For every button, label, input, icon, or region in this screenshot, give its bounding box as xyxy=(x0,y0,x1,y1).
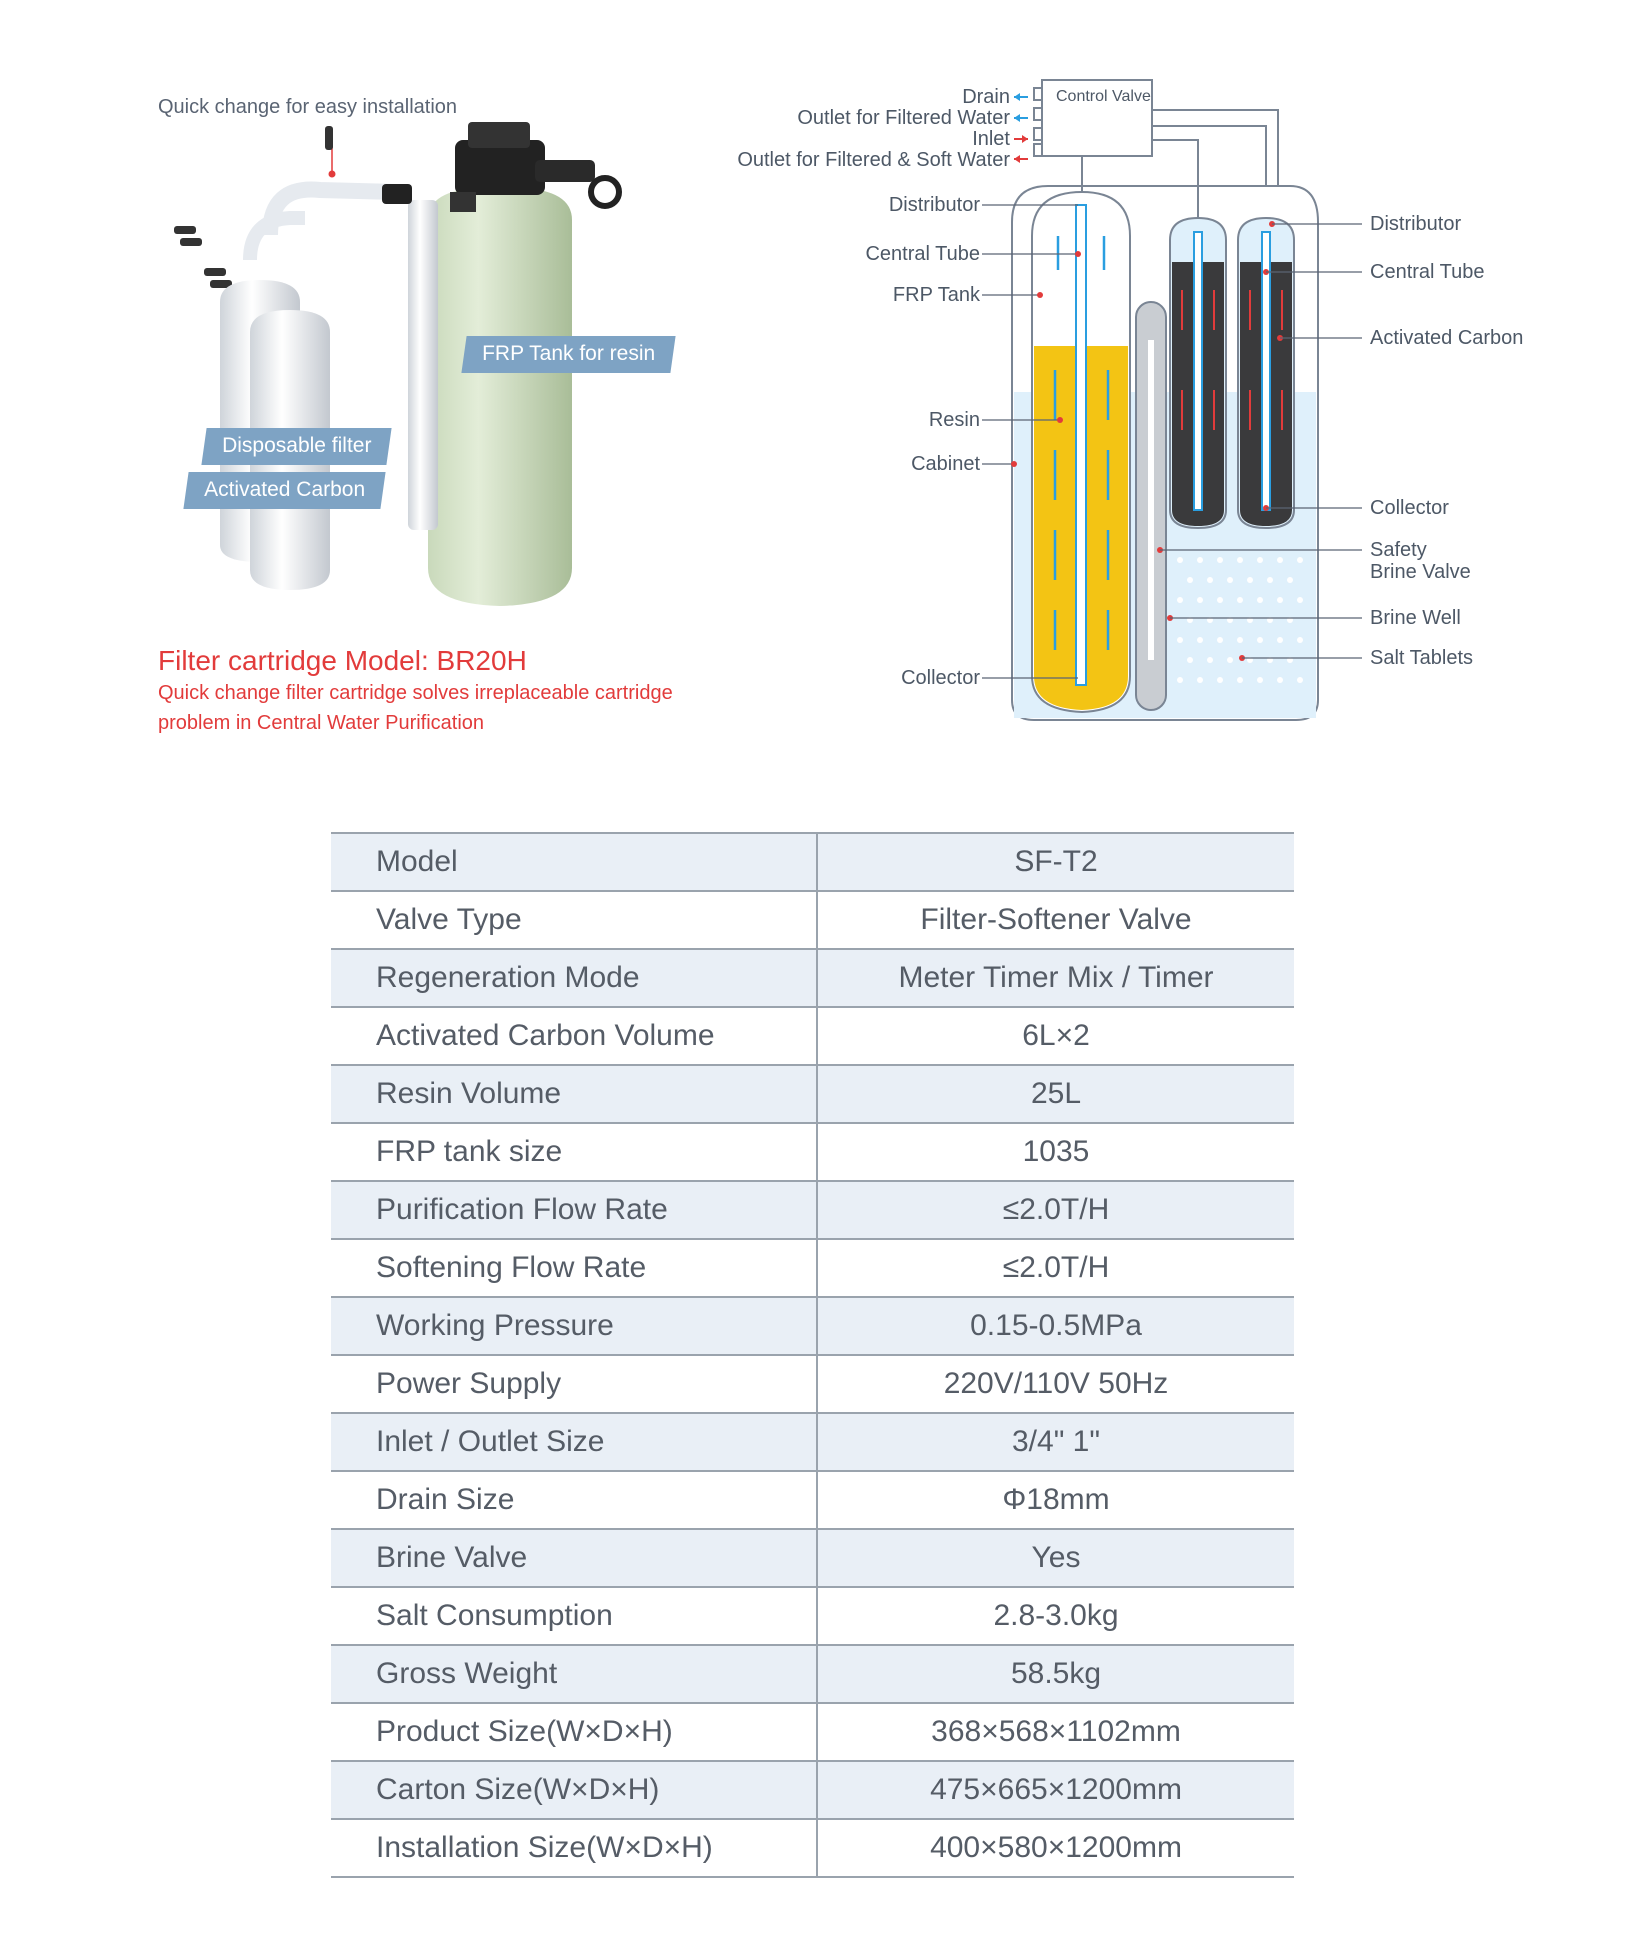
activated-carbon-label: Activated Carbon xyxy=(1370,327,1524,349)
spec-row xyxy=(331,1181,1294,1239)
spec-label: Salt Consumption xyxy=(331,1587,817,1645)
spec-row xyxy=(331,1529,1294,1587)
spec-value: 1035 xyxy=(817,1123,1294,1181)
spec-row xyxy=(331,1819,1294,1877)
spec-value: Meter Timer Mix / Timer xyxy=(817,949,1294,1007)
spec-value: 220V/110V 50Hz xyxy=(817,1355,1294,1413)
brine-well-label: Brine Well xyxy=(1370,607,1461,629)
spec-label: Inlet / Outlet Size xyxy=(331,1413,817,1471)
spec-row xyxy=(331,1645,1294,1703)
control-valve-label: Control Valve xyxy=(1056,88,1151,105)
spec-value: 58.5kg xyxy=(817,1645,1294,1703)
spec-value: ≤2.0T/H xyxy=(817,1181,1294,1239)
distributor-right-label: Distributor xyxy=(1370,213,1462,235)
central-tube-right-label: Central Tube xyxy=(1370,261,1485,283)
spec-label: Installation Size(W×D×H) xyxy=(331,1819,817,1877)
drain-label: Drain xyxy=(962,86,1010,108)
spec-label: Softening Flow Rate xyxy=(331,1239,817,1297)
disposable-filter-tag: Disposable filter xyxy=(201,428,392,465)
safety-brine-valve-label xyxy=(1370,539,1471,583)
spec-label: Regeneration Mode xyxy=(331,949,817,1007)
spec-row xyxy=(331,1355,1294,1413)
spec-row xyxy=(331,1123,1294,1181)
spec-value: 400×580×1200mm xyxy=(817,1819,1294,1877)
quick-change-label: Quick change for easy installation xyxy=(158,96,458,118)
spec-value: 0.15-0.5MPa xyxy=(817,1297,1294,1355)
spec-label: Purification Flow Rate xyxy=(331,1181,817,1239)
spec-value: 2.8-3.0kg xyxy=(817,1587,1294,1645)
spec-row xyxy=(331,1065,1294,1123)
frp-tank-tag: FRP Tank for resin xyxy=(461,336,675,373)
spec-value: Φ18mm xyxy=(817,1471,1294,1529)
spec-row xyxy=(331,1413,1294,1471)
distributor-left-label: Distributor xyxy=(888,194,980,216)
pipe-out xyxy=(1152,110,1278,186)
salt-tablets-label: Salt Tablets xyxy=(1370,647,1474,669)
spec-value: 475×665×1200mm xyxy=(817,1761,1294,1819)
outlet-soft-label: Outlet for Filtered & Soft Water xyxy=(737,149,1010,171)
spec-label: Carton Size(W×D×H) xyxy=(331,1761,817,1819)
carbon-tank-2 xyxy=(1238,218,1294,528)
spec-row xyxy=(331,1587,1294,1645)
spec-label: Working Pressure xyxy=(331,1297,817,1355)
spec-value: 25L xyxy=(817,1065,1294,1123)
inlet-label: Inlet xyxy=(972,128,1010,150)
spec-label: Valve Type xyxy=(331,891,817,949)
port-arrows xyxy=(1014,93,1028,163)
spec-value: SF-T2 xyxy=(817,833,1294,891)
spec-value: 3/4" 1" xyxy=(817,1413,1294,1471)
spec-row xyxy=(331,1471,1294,1529)
spec-row xyxy=(331,1007,1294,1065)
frp-tank-label: FRP Tank xyxy=(892,284,980,306)
model-desc-line2: problem in Central Water Purification xyxy=(158,712,485,734)
spec-value: ≤2.0T/H xyxy=(817,1239,1294,1297)
spec-label: Brine Valve xyxy=(331,1529,817,1587)
valve-ports xyxy=(1034,88,1042,156)
central-tube-left-label: Central Tube xyxy=(865,243,980,265)
spec-row xyxy=(331,949,1294,1007)
spec-table xyxy=(331,832,1294,1878)
model-desc-line1: Quick change filter cartridge solves irreplaceable cartridge xyxy=(158,682,673,704)
spec-value: Filter-Softener Valve xyxy=(817,891,1294,949)
spec-row xyxy=(331,1297,1294,1355)
spec-label: Power Supply xyxy=(331,1355,817,1413)
resin-label: Resin xyxy=(928,409,980,431)
spec-label: Product Size(W×D×H) xyxy=(331,1703,817,1761)
model-title: Filter cartridge Model: BR20H xyxy=(158,645,527,676)
spec-row xyxy=(331,1703,1294,1761)
spec-label: Model xyxy=(331,833,817,891)
safety-line1: Safety xyxy=(1370,539,1427,561)
spec-value: 6L×2 xyxy=(817,1007,1294,1065)
carbon-tank-1 xyxy=(1170,218,1226,528)
collector-right-label: Collector xyxy=(1370,497,1449,519)
spec-value: 368×568×1102mm xyxy=(817,1703,1294,1761)
resin-central-tube xyxy=(1076,205,1086,685)
spec-row xyxy=(331,1761,1294,1819)
spec-value: Yes xyxy=(817,1529,1294,1587)
spec-label: Resin Volume xyxy=(331,1065,817,1123)
cabinet-label: Cabinet xyxy=(911,453,980,475)
spec-row xyxy=(331,1239,1294,1297)
collector-left-label: Collector xyxy=(901,667,980,689)
spec-row xyxy=(331,833,1294,891)
spec-label: FRP tank size xyxy=(331,1123,817,1181)
spec-label: Drain Size xyxy=(331,1471,817,1529)
spec-label: Activated Carbon Volume xyxy=(331,1007,817,1065)
outlet-filtered-label: Outlet for Filtered Water xyxy=(797,107,1010,129)
activated-carbon-tag: Activated Carbon xyxy=(183,472,385,509)
safety-line2: Brine Valve xyxy=(1370,561,1471,583)
spec-label: Gross Weight xyxy=(331,1645,817,1703)
spec-row xyxy=(331,891,1294,949)
